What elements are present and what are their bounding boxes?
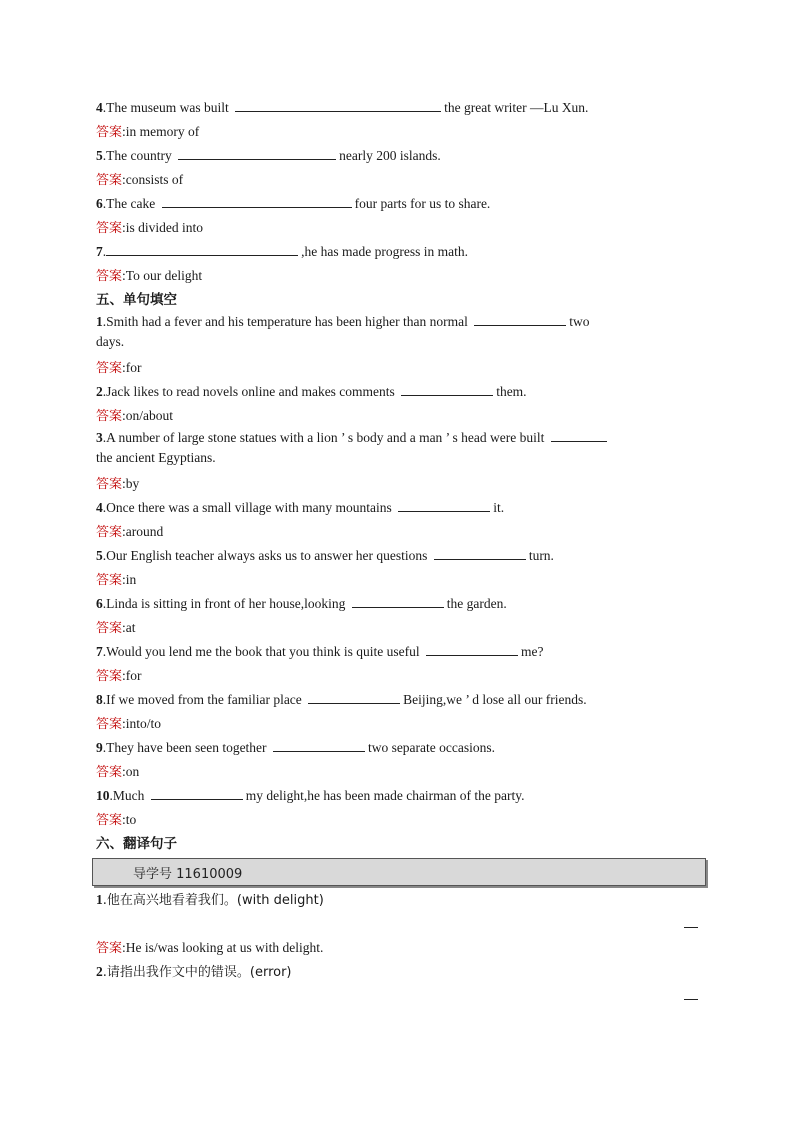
question-5-9: 9.They have been seen together two separate occasions. [96,740,496,755]
answer-5-4: 答案:around [96,524,164,540]
answer-blank[interactable] [398,500,490,512]
part6-list [96,888,698,1008]
answer-line[interactable] [96,912,698,936]
question-5-4: 4.Once there was a small village with many mountains it. [96,500,505,515]
answer-blank[interactable] [273,740,365,752]
question-5-3-cont: the ancient Egyptians. [96,450,216,465]
dash-mark [684,917,698,928]
question-4-7: 7. ,he has made progress in math. [96,244,468,259]
answer-5-8: 答案:into/to [96,716,162,732]
answer-blank[interactable] [401,384,493,396]
question-5-2: 2.Jack likes to read novels online and makes comments them. [96,384,527,399]
answer-5-6: 答案:at [96,620,136,636]
answer-5-3: 答案:by [96,476,140,492]
question-5-8: 8.If we moved from the familiar place Beijing,we ’ d lose all our friends. [96,692,587,707]
answer-blank[interactable] [162,196,352,208]
answer-6-1: 答案:He is/was looking at us with delight. [96,940,324,956]
question-5-6: 6.Linda is sitting in front of her house,looking the garden. [96,596,507,611]
part5-list [96,312,698,832]
answer-blank[interactable] [106,244,298,256]
answer-blank[interactable] [352,596,444,608]
question-6-1: 1.他在高兴地看着我们。(with delight) [96,892,324,908]
answer-5-1: 答案:for [96,360,142,376]
answer-blank[interactable] [151,788,243,800]
question-6-2: 2.请指出我作文中的错误。(error) [96,964,292,980]
answer-blank[interactable] [235,100,441,112]
answer-5-7: 答案:for [96,668,142,684]
question-5-1-cont: days. [96,334,125,349]
guide-number-box [92,858,706,886]
answer-blank[interactable] [474,314,566,326]
dash-mark [684,989,698,1000]
answer-5-10: 答案:to [96,812,137,828]
guide-number-label: 导学号 11610009 [133,867,243,882]
answer-blank[interactable] [178,148,336,160]
answer-blank[interactable] [426,644,518,656]
answer-5-2: 答案:on/about [96,408,174,424]
answer-4-7: 答案:To our delight [96,268,203,284]
answer-5-5: 答案:in [96,572,137,588]
question-5-3: 3.A number of large stone statues with a lion ’ s body and a man ’ s head were built [96,428,698,448]
question-4-5: 5.The country nearly 200 islands. [96,148,441,163]
section-6-title: 六、翻译句子 [96,836,177,852]
answer-blank[interactable] [551,430,607,442]
answer-line[interactable] [96,984,698,1008]
question-4-6: 6.The cake four parts for us to share. [96,196,491,211]
part4-list [96,96,698,288]
answer-4-5: 答案:consists of [96,172,184,188]
answer-4-6: 答案:is divided into [96,220,204,236]
question-4-4: 4.The museum was built the great writer —Lu Xun. [96,100,589,115]
answer-blank[interactable] [434,548,526,560]
question-5-1: 1.Smith had a fever and his temperature has been higher than normal two [96,314,590,329]
answer-5-9: 答案:on [96,764,140,780]
answer-blank[interactable] [308,692,400,704]
worksheet-page [96,96,698,1008]
question-5-7: 7.Would you lend me the book that you think is quite useful me? [96,644,544,659]
section-5-title: 五、单句填空 [96,292,177,308]
answer-4-4: 答案:in memory of [96,124,200,140]
question-5-10: 10.Much my delight,he has been made chairman of the party. [96,788,525,803]
question-5-5: 5.Our English teacher always asks us to answer her questions turn. [96,548,554,563]
